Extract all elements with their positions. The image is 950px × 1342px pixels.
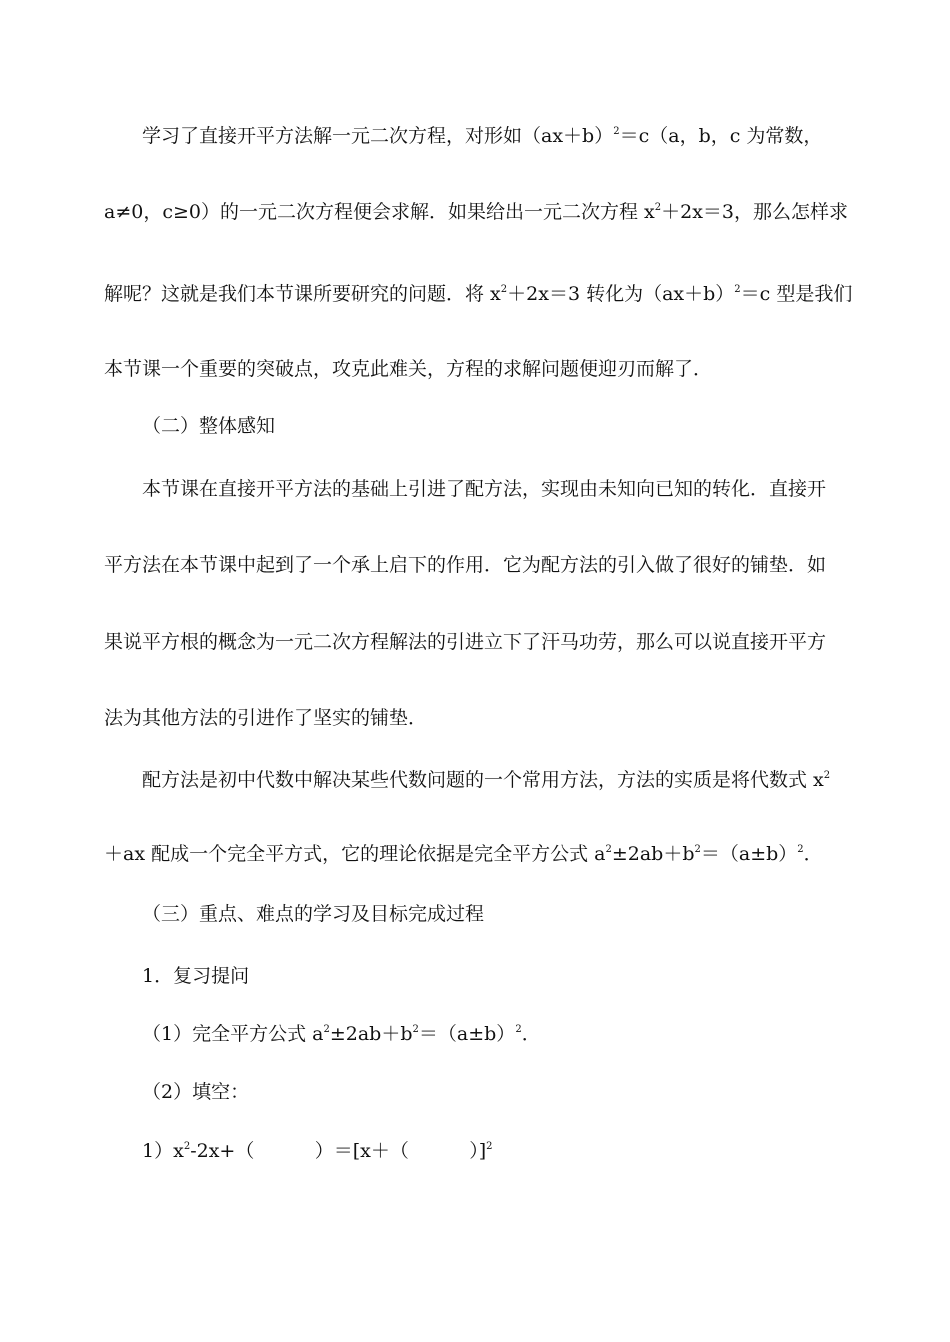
- text: ．: [521, 1023, 541, 1045]
- text: ＝（a±b）: [700, 843, 798, 865]
- text: （1）完全平方公式 a: [142, 1023, 324, 1045]
- paragraph-line: [104, 842, 823, 866]
- list-item: （2）填空：: [142, 1081, 250, 1103]
- superscript: 2: [323, 1024, 330, 1035]
- text: ＋ax 配成一个完全平方式，它的理论依据是完全平方公式 a: [104, 843, 606, 865]
- list-item: [142, 1139, 493, 1163]
- text: 解呢？这就是我们本节课所要研究的问题．将 x: [104, 283, 501, 305]
- text: 配方法是初中代数中解决某些代数问题的一个常用方法，方法的实质是将代数式 x: [142, 769, 824, 791]
- superscript: 2: [797, 844, 804, 855]
- text: ＋2x＝3，那么怎样求: [661, 201, 849, 223]
- text: ＝（a±b）: [418, 1023, 516, 1045]
- paragraph-line: 平方法在本节课中起到了一个承上启下的作用．它为配方法的引入做了很好的铺垫．如: [104, 554, 827, 576]
- list-item: [142, 1022, 541, 1046]
- text: -2x+（ ）＝[x＋（ ）]: [190, 1140, 487, 1162]
- paragraph-line: 本节课一个重要的突破点，攻克此难关，方程的求解问题便迎刃而解了．: [104, 358, 713, 380]
- superscript: 2: [823, 770, 831, 781]
- superscript: 2: [486, 1141, 493, 1152]
- superscript: 2: [605, 844, 612, 855]
- superscript: 2: [515, 1024, 522, 1035]
- text: ±2ab＋b: [611, 843, 695, 865]
- superscript: 2: [183, 1141, 191, 1152]
- paragraph-line: 法为其他方法的引进作了坚实的铺垫．: [104, 707, 428, 729]
- list-item: 1．复习提问: [142, 965, 250, 987]
- superscript: 2: [654, 202, 662, 213]
- superscript: 2: [412, 1024, 419, 1035]
- paragraph-line: [104, 200, 848, 224]
- text: ±2ab＋b: [329, 1023, 413, 1045]
- text: a≠0，c≥0）的一元二次方程便会求解．如果给出一元二次方程 x: [104, 201, 655, 223]
- text: ＝c 型是我们: [740, 283, 853, 305]
- text: ＋2x＝3 转化为（ax＋b）: [507, 283, 735, 305]
- superscript: 2: [694, 844, 701, 855]
- paragraph-line: 本节课在直接开平方法的基础上引进了配方法，实现由未知向已知的转化．直接开: [142, 478, 827, 500]
- section-heading: （三）重点、难点的学习及目标完成过程: [142, 903, 485, 925]
- superscript: 2: [734, 284, 741, 295]
- paragraph-line: [104, 282, 852, 306]
- paragraph-line: [142, 768, 830, 792]
- text: 学习了直接开平方法解一元二次方程，对形如（ax＋b）: [142, 125, 614, 147]
- paragraph-line: [142, 124, 822, 148]
- superscript: 2: [500, 284, 508, 295]
- text: 1）x: [142, 1140, 184, 1162]
- superscript: 2: [613, 126, 620, 137]
- section-heading: （二）整体感知: [142, 415, 276, 437]
- paragraph-line: 果说平方根的概念为一元二次方程解法的引进立下了汗马功劳，那么可以说直接开平方: [104, 631, 827, 653]
- text: ＝c（a，b，c 为常数，: [619, 125, 823, 147]
- text: ．: [803, 843, 823, 865]
